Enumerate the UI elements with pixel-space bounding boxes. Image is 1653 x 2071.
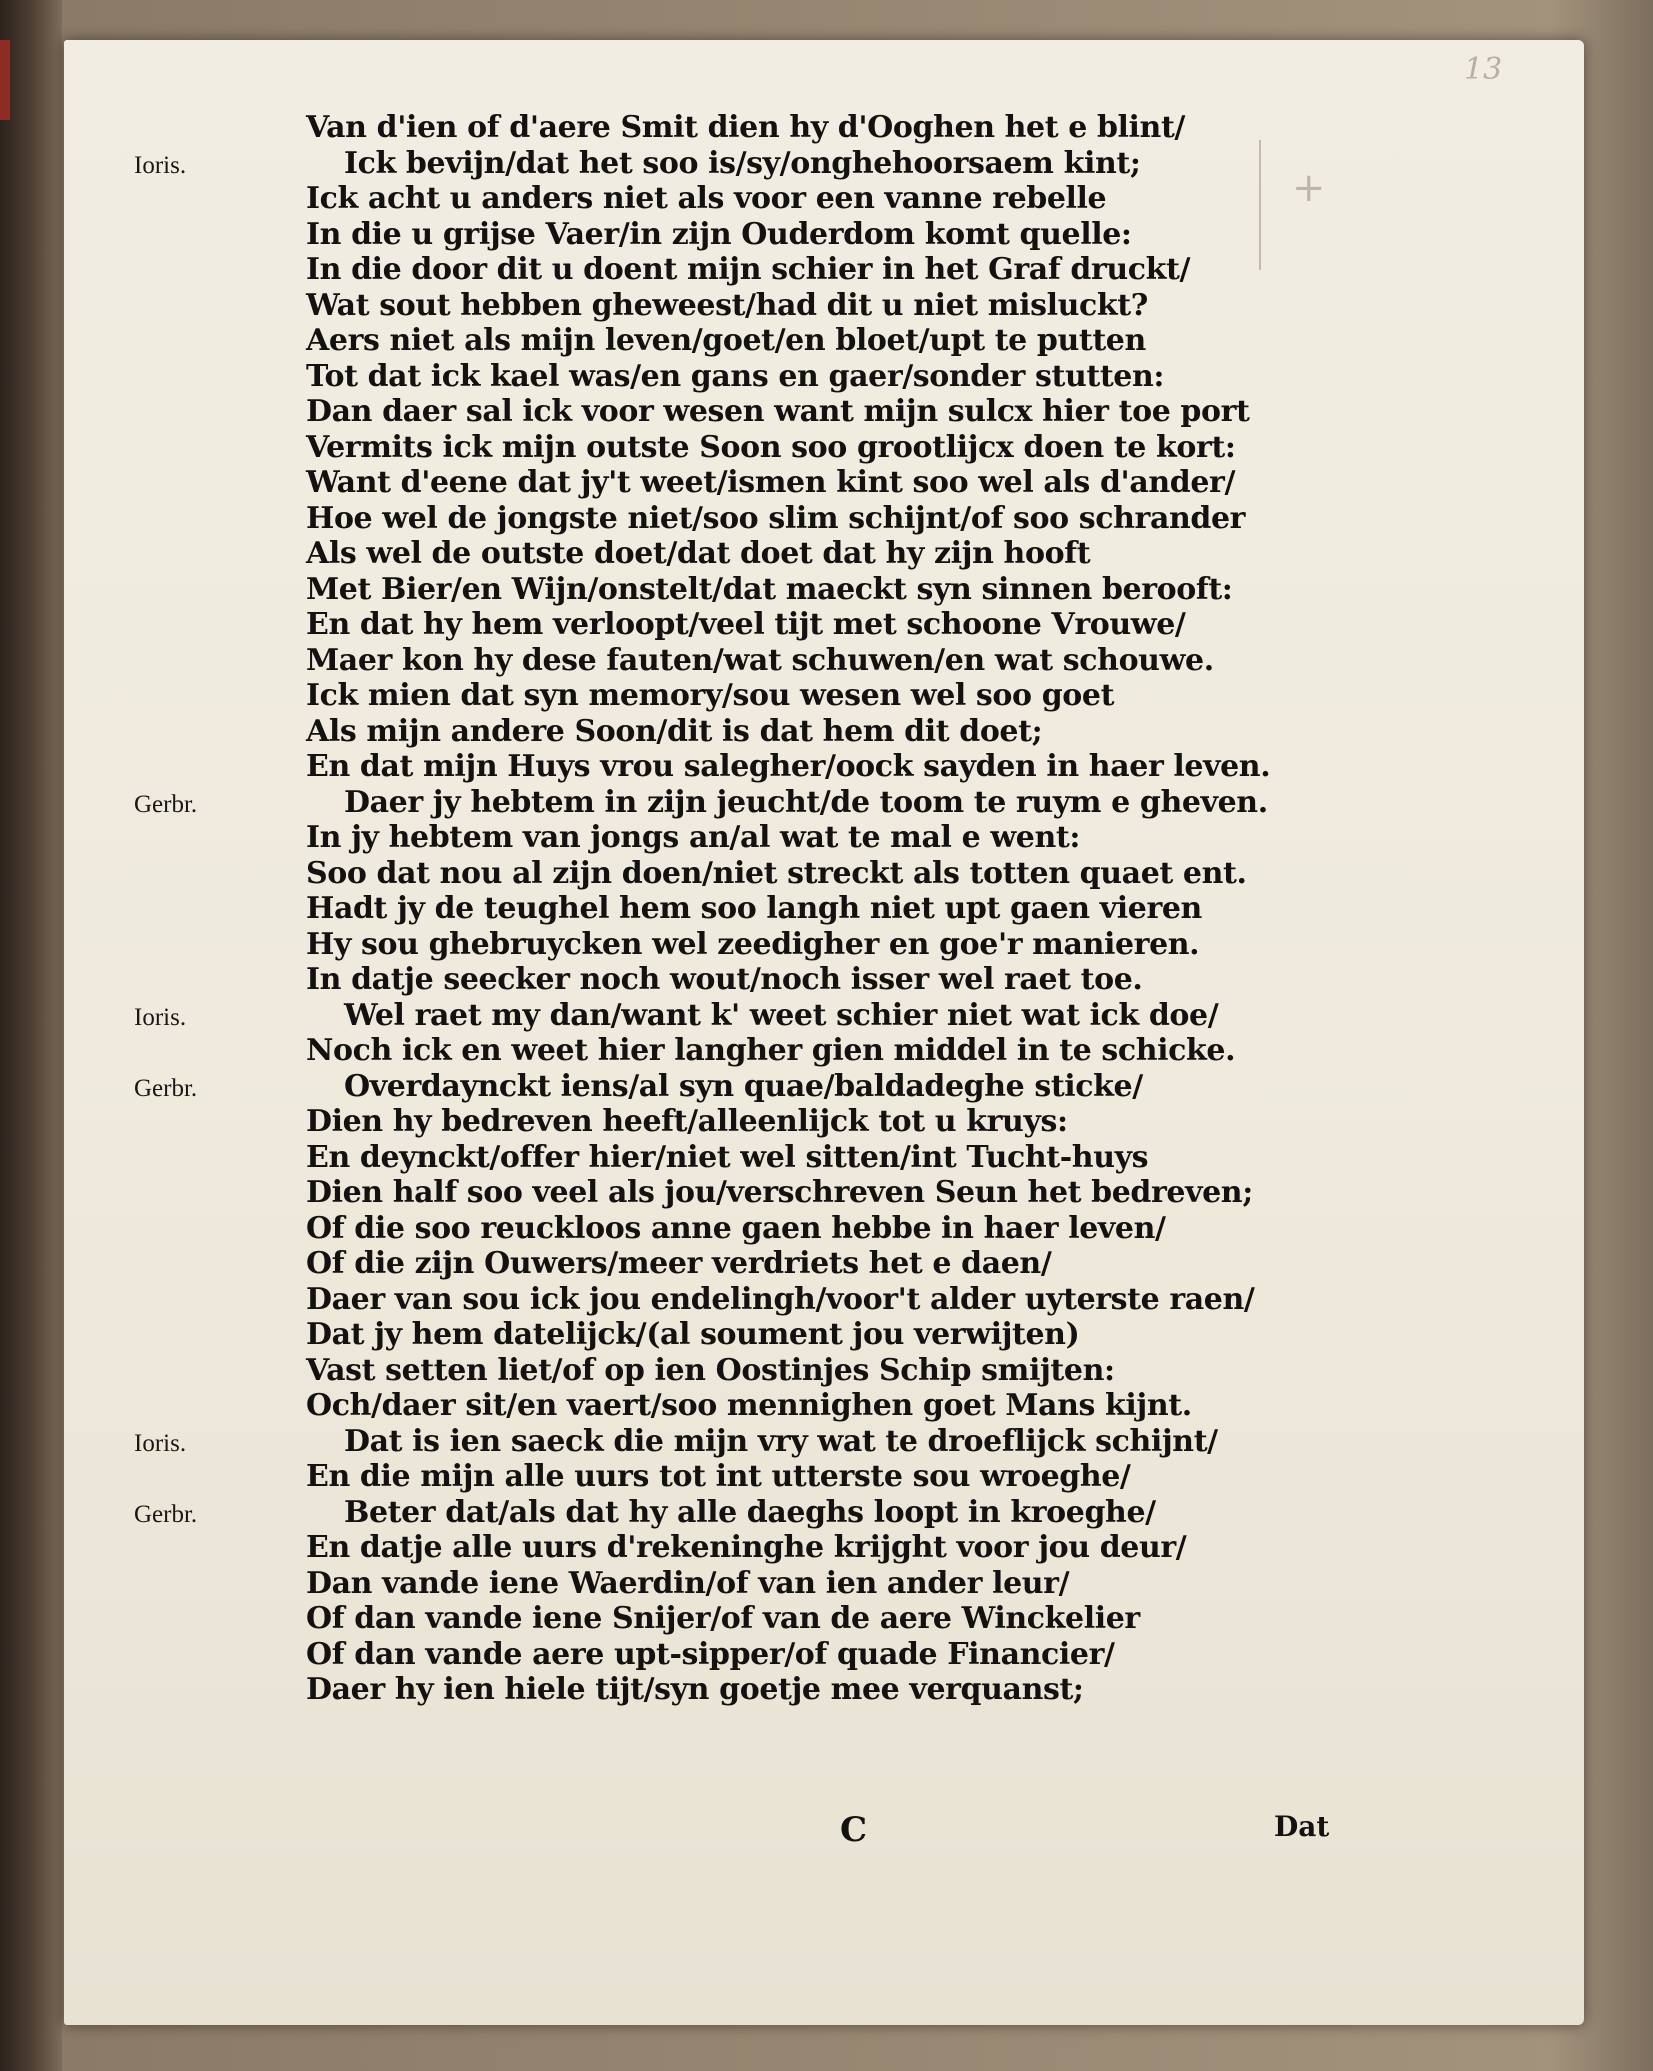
verse-text: Dat jy hem datelijck/(al soument jou verwijten) [306,1317,1080,1352]
verse-line [64,501,1584,537]
printed-page [64,40,1584,2025]
speaker-name: Gerbr. [134,790,198,818]
verse-line [64,1282,1584,1318]
verse-line [64,891,1584,927]
verse-text: Als mijn andere Soon/dit is dat hem dit doet; [306,713,1043,749]
verse-line [64,217,1584,253]
verse-text: Overdaynckt iens/al syn quae/baldadeghe sticke/ [344,1068,1143,1104]
speaker-name: Ioris. [134,1429,187,1457]
verse-text: In die door dit u doent mijn schier in het Graf druckt/ [306,252,1191,287]
verse-text: Want d'eene dat jy't weet/ismen kint soo wel als d'ander/ [306,465,1235,500]
verse-line [64,323,1584,359]
verse-block [64,110,1584,1708]
verse-text: Ick acht u anders niet als voor een vanne rebelle [306,181,1107,216]
verse-text: In die u grijse Vaer/in zijn Ouderdom komt quelle: [306,216,1132,252]
verse-text: Vast setten liet/of op ien Oostinjes Schip smijten: [306,1352,1115,1388]
verse-line [64,643,1584,679]
verse-line [64,394,1584,430]
verse-text: En deynckt/offer hier/niet wel sitten/int Tucht-huys [306,1139,1149,1175]
verse-line [64,607,1584,643]
verse-text: Dan daer sal ick voor wesen want mijn sulcx hier toe port [306,394,1250,429]
verse-line [64,1459,1584,1495]
verse-line [64,1530,1584,1566]
verse-text: Of die soo reuckloos anne gaen hebbe in haer leven/ [306,1210,1166,1246]
verse-text: Dien half soo veel als jou/verschreven Seun het bedreven; [306,1175,1253,1210]
verse-text: Tot dat ick kael was/en gans en gaer/sonder stutten: [306,358,1165,394]
speaker-name: Ioris. [134,1003,187,1031]
red-cover-edge [0,40,10,120]
verse-line [64,962,1584,998]
verse-line [64,820,1584,856]
verse-line [64,856,1584,892]
verse-text: Maer kon hy dese fauten/wat schuwen/en wat schouwe. [306,642,1214,678]
verse-text: Hy sou ghebruycken wel zeedigher en goe'r manieren. [306,926,1200,962]
verse-line [64,572,1584,608]
verse-text: En datje alle uurs d'rekeninghe krijght voor jou deur/ [306,1530,1187,1565]
verse-line [64,430,1584,466]
verse-text: Dien hy bedreven heeft/alleenlijck tot u kruys: [306,1104,1068,1139]
verse-line [64,146,1584,182]
verse-line [64,181,1584,217]
verse-line [64,1388,1584,1424]
verse-line [64,927,1584,963]
verse-line [64,1175,1584,1211]
verse-line [64,998,1584,1034]
verse-text: Noch ick en weet hier langher gien middel in te schicke. [306,1033,1236,1068]
verse-text: En die mijn alle uurs tot int utterste sou wroeghe/ [306,1459,1131,1494]
verse-text: Ick bevijn/dat het soo is/sy/onghehoorsaem kint; [344,145,1141,181]
verse-text: Och/daer sit/en vaert/soo mennighen goet Mans kijnt. [306,1388,1192,1423]
signature-mark: C [840,1810,868,1850]
verse-line [64,714,1584,750]
verse-line [64,1246,1584,1282]
verse-text: Of dan vande aere upt-sipper/of quade Financier/ [306,1636,1115,1672]
verse-line [64,749,1584,785]
verse-text: Aers niet als mijn leven/goet/en bloet/upt te putten [306,323,1146,358]
verse-text: Daer hy ien hiele tijt/syn goetje mee verquanst; [306,1672,1084,1707]
pencil-plus-mark: + [1292,165,1326,211]
verse-text: Beter dat/als dat hy alle daeghs loopt in kroeghe/ [344,1494,1156,1530]
verse-text: Wat sout hebben gheweest/had dit u niet misluckt? [306,287,1148,323]
verse-line [64,536,1584,572]
verse-line [64,110,1584,146]
verse-line [64,1672,1584,1708]
verse-text: Vermits ick mijn outste Soon soo grootlijcx doen te kort: [306,429,1236,465]
verse-text: Ick mien dat syn memory/sou wesen wel soo goet [306,678,1115,713]
verse-line [64,785,1584,821]
verse-line [64,1033,1584,1069]
verse-text: Of dan vande iene Snijer/of van de aere Winckelier [306,1601,1140,1636]
verse-line [64,252,1584,288]
verse-line [64,288,1584,324]
verse-text: En dat hy hem verloopt/veel tijt met schoone Vrouwe/ [306,607,1186,642]
verse-text: In jy hebtem van jongs an/al wat te mal e went: [306,820,1080,855]
verse-text: Wel raet my dan/want k' weet schier niet wat ick doe/ [344,997,1219,1033]
verse-text: Daer van sou ick jou endelingh/voor't alder uyterste raen/ [306,1281,1255,1317]
verse-line [64,465,1584,501]
verse-line [64,1317,1584,1353]
verse-line [64,1566,1584,1602]
verse-text: Dat is ien saeck die mijn vry wat te droeflijck schijnt/ [344,1423,1218,1459]
verse-text: Met Bier/en Wijn/onstelt/dat maeckt syn sinnen berooft: [306,571,1233,607]
speaker-name: Ioris. [134,151,187,179]
speaker-name: Gerbr. [134,1500,198,1528]
verse-line [64,1424,1584,1460]
verse-line [64,1601,1584,1637]
verse-line [64,678,1584,714]
verse-text: Soo dat nou al zijn doen/niet streckt als totten quaet ent. [306,855,1247,891]
verse-text: Of die zijn Ouwers/meer verdriets het e daen/ [306,1246,1052,1281]
catchword: Dat [1274,1810,1330,1843]
verse-line [64,1069,1584,1105]
verse-text: In datje seecker noch wout/noch isser wel raet toe. [306,962,1143,997]
verse-line [64,1104,1584,1140]
verse-text: Daer jy hebtem in zijn jeucht/de toom te ruym e gheven. [344,784,1268,820]
verse-line [64,1140,1584,1176]
verse-line [64,1353,1584,1389]
verse-text: Hoe wel de jongste niet/soo slim schijnt/of soo schrander [306,500,1246,536]
folio-number: 13 [1464,52,1503,87]
verse-text: Als wel de outste doet/dat doet dat hy zijn hooft [306,536,1091,571]
verse-text: Dan vande iene Waerdin/of van ien ander leur/ [306,1565,1070,1601]
speaker-name: Gerbr. [134,1074,198,1102]
verse-line [64,1637,1584,1673]
verse-line [64,1211,1584,1247]
verse-line [64,359,1584,395]
verse-text: En dat mijn Huys vrou salegher/oock sayden in haer leven. [306,749,1271,784]
verse-line [64,1495,1584,1531]
verse-text: Hadt jy de teughel hem soo langh niet upt gaen vieren [306,891,1202,926]
book-spine [0,0,62,2071]
verse-text: Van d'ien of d'aere Smit dien hy d'Ooghen het e blint/ [306,110,1185,145]
